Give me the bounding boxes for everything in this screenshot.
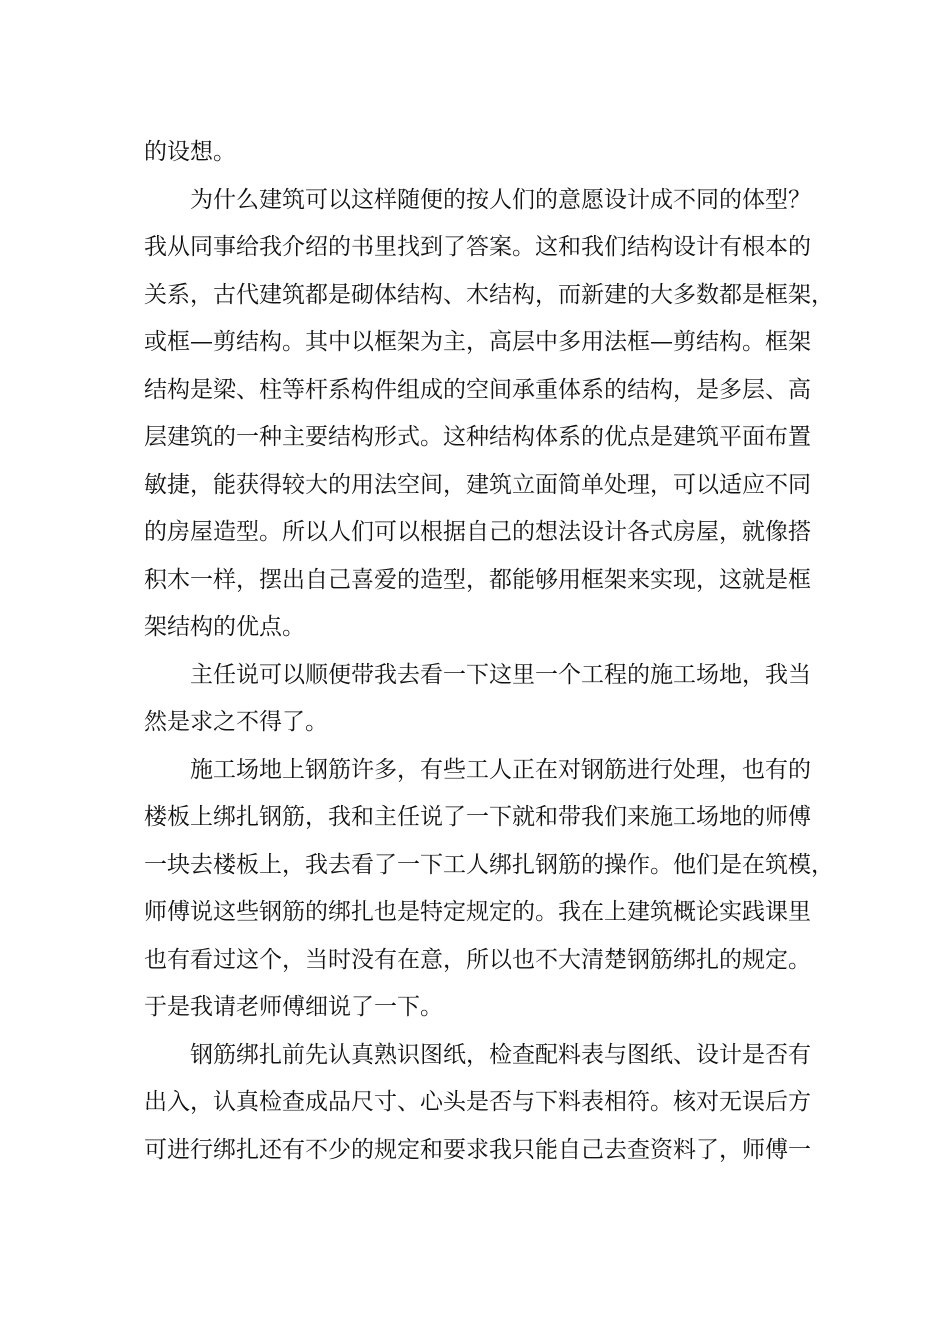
text-line: 架结构的优点。 — [144, 614, 305, 640]
paragraph — [144, 177, 834, 652]
text-line: 一块去楼板上，我去看了一下工人绑扎钢筋的操作。他们是在筑模， — [144, 851, 834, 878]
text-line: 结构是梁、柱等杆系构件组成的空间承重体系的结构，是多层、高 — [144, 376, 811, 403]
text-line: 的房屋造型。所以人们可以根据自己的想法设计各式房屋，就像搭 — [144, 519, 811, 545]
text-line: 施工场地上钢筋许多，有些工人正在对钢筋进行处理，也有的 — [190, 756, 811, 783]
text-line: 出入，认真检查成品尺寸、心头是否与下料表相符。核对无误后方 — [144, 1089, 811, 1115]
text-line: 师傅说这些钢筋的绑扎也是特定规定的。我在上建筑概论实践课里 — [144, 899, 811, 925]
text-line: 钢筋绑扎前先认真熟识图纸，检查配料表与图纸、设计是否有 — [190, 1041, 811, 1068]
text-line: 层建筑的一种主要结构形式。这种结构体系的优点是建筑平面布置 — [144, 424, 811, 450]
paragraph — [144, 747, 834, 1032]
text-line: 也有看过这个，当时没有在意，所以也不大清楚钢筋绑扎的规定。 — [144, 946, 811, 973]
text-line: 或框—剪结构。其中以框架为主，高层中多用法框—剪结构。框架 — [144, 329, 811, 355]
text-line: 我从同事给我介绍的书里找到了答案。这和我们结构设计有根本的 — [144, 234, 811, 260]
text-line: 关系，古代建筑都是砌体结构、木结构，而新建的大多数都是框架， — [144, 281, 834, 308]
text-line: 积木一样，摆出自己喜爱的造型，都能够用框架来实现，这就是框 — [144, 566, 811, 593]
text-line: 于是我请老师傅细说了一下。 — [144, 994, 443, 1020]
text-line: 主任说可以顺便带我去看一下这里一个工程的施工场地，我当 — [190, 661, 811, 688]
text-line: 为什么建筑可以这样随便的按人们的意愿设计成不同的体型？ — [190, 186, 811, 213]
text-line: 敏捷，能获得较大的用法空间，建筑立面简单处理，可以适应不同 — [144, 471, 811, 498]
paragraph — [144, 652, 811, 747]
text-line: 楼板上绑扎钢筋，我和主任说了一下就和带我们来施工场地的师傅 — [144, 804, 811, 830]
text-line: 可进行绑扎还有不少的规定和要求我只能自己去查资料了，师傅一 — [144, 1136, 811, 1163]
paragraph — [144, 1032, 811, 1175]
document-body — [144, 129, 834, 1174]
paragraph — [144, 129, 808, 177]
text-line: 然是求之不得了。 — [144, 709, 328, 735]
text-line: 的设想。 — [144, 139, 236, 165]
